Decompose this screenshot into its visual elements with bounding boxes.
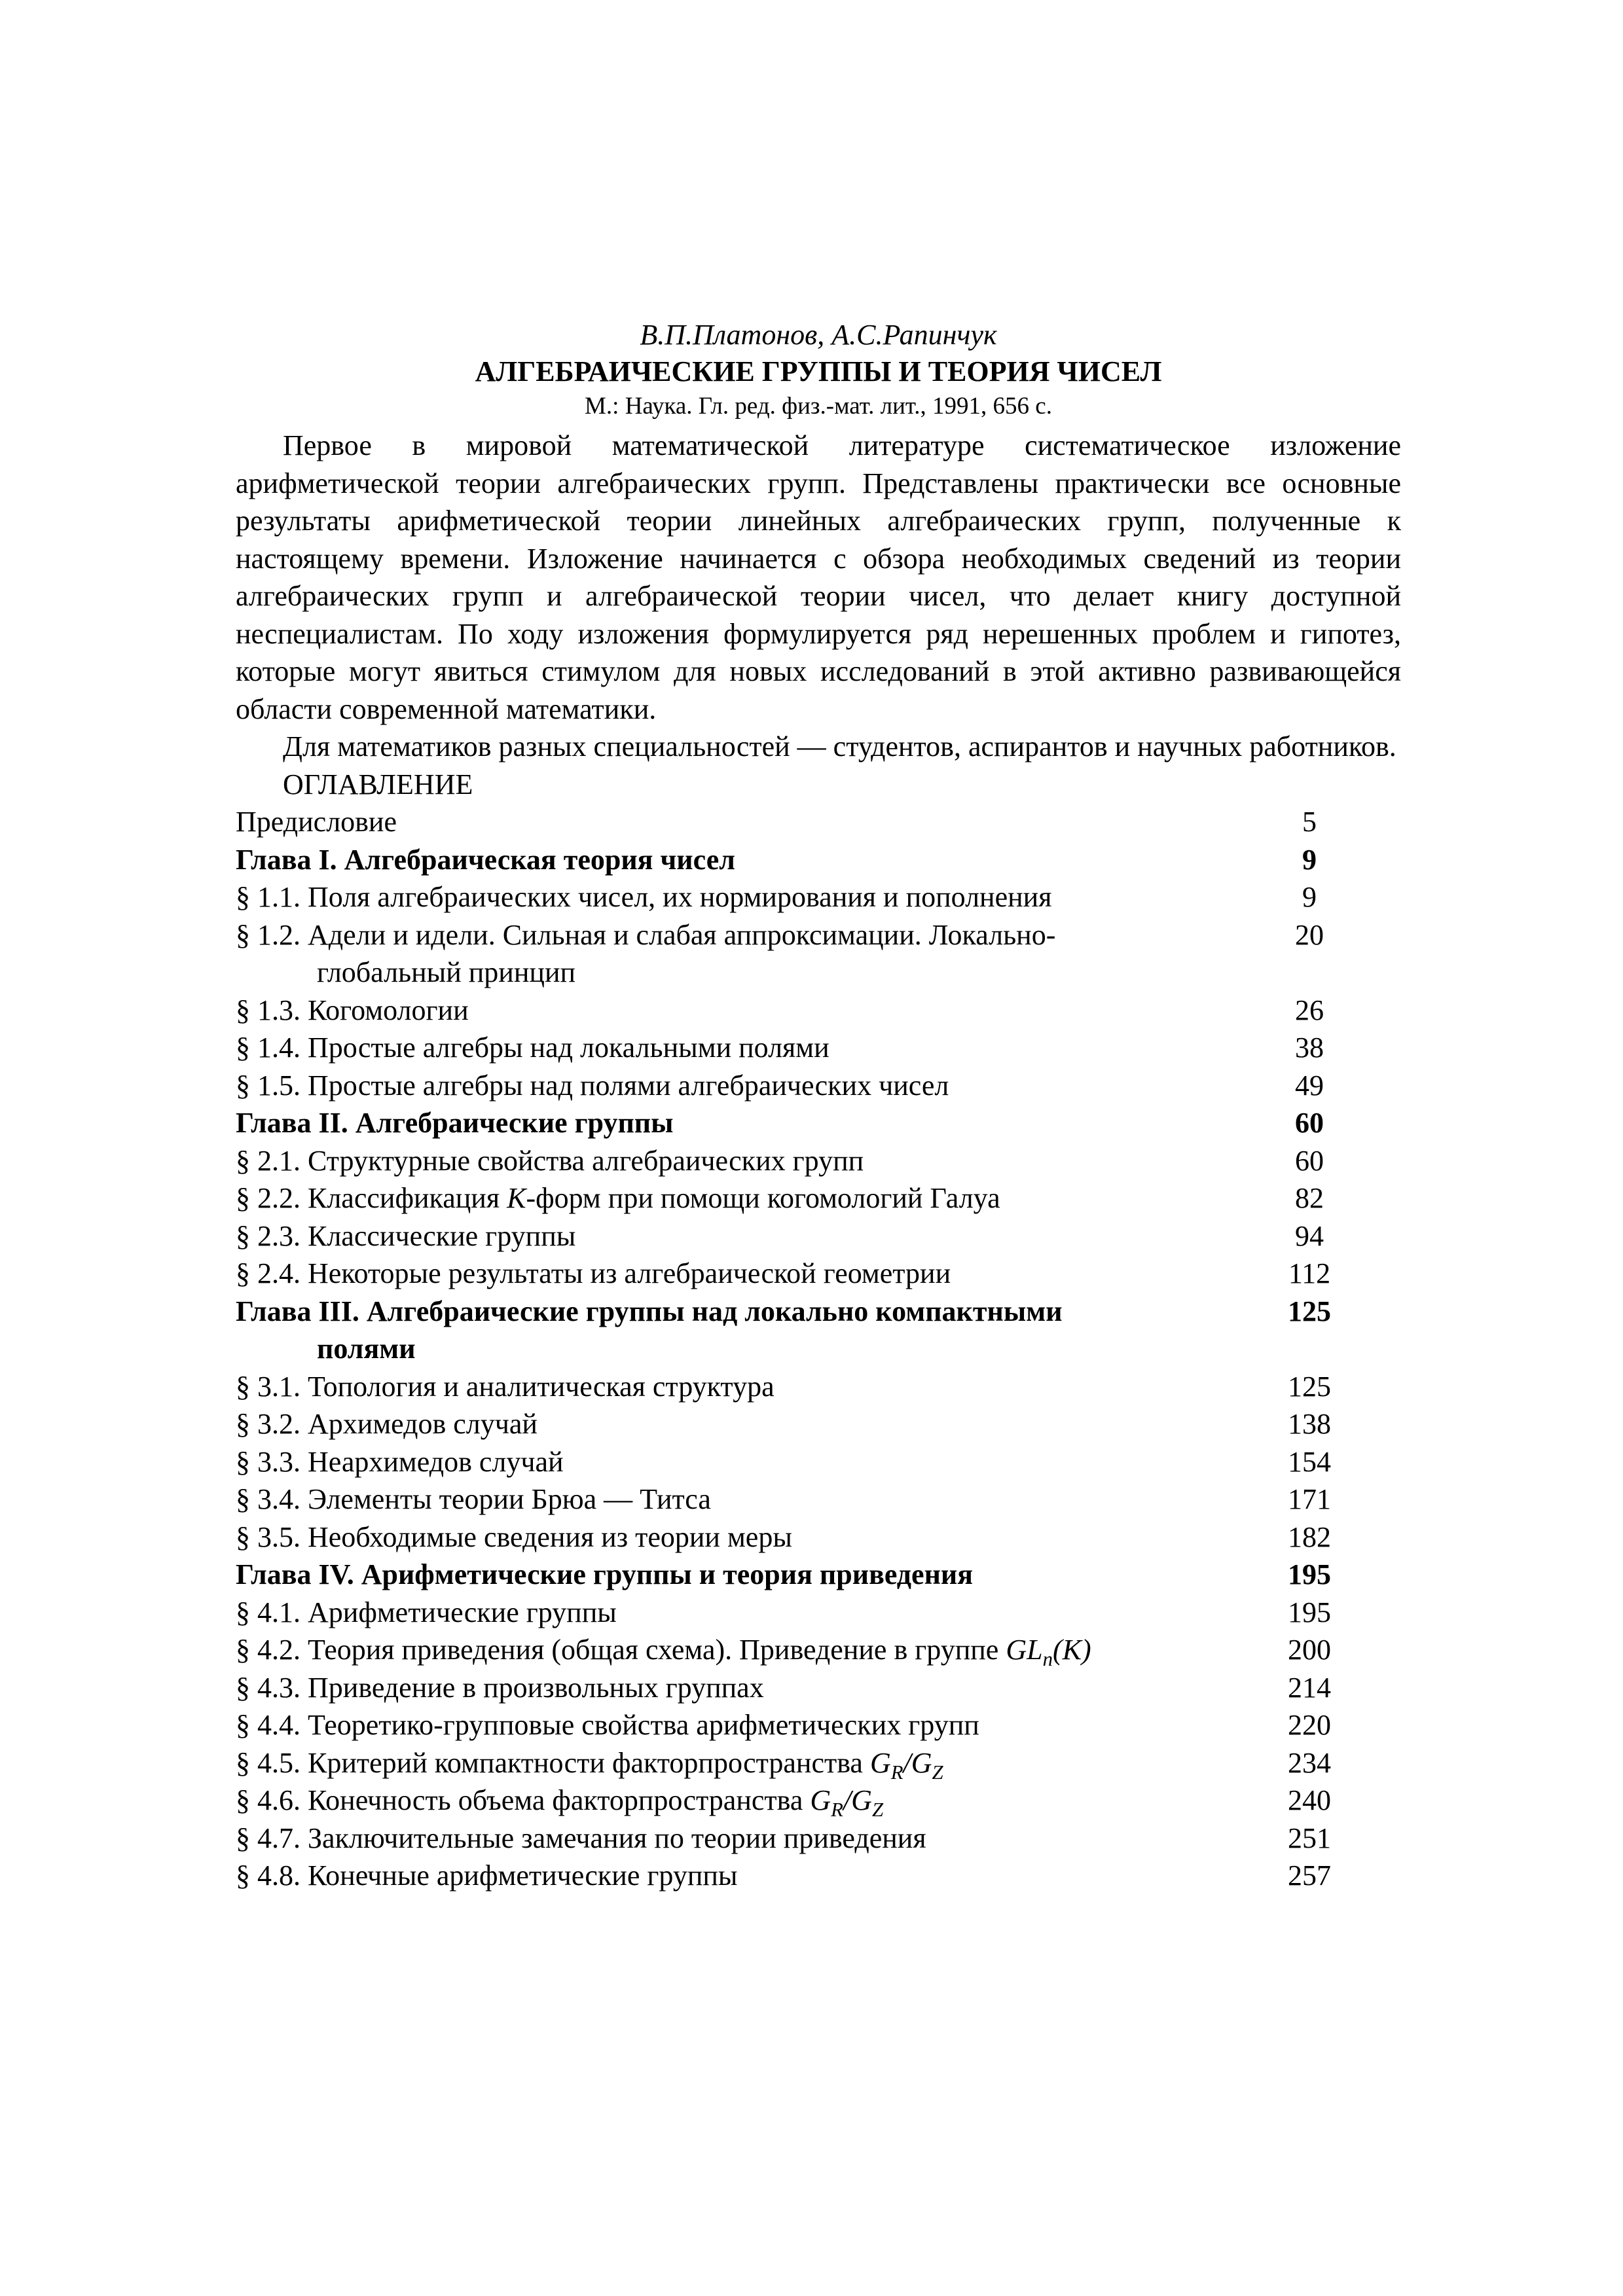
toc-title: § 3.5. Необходимые сведения из теории меры: [236, 1520, 792, 1553]
toc-page: 195: [1288, 1558, 1331, 1590]
toc-page: 9: [1302, 881, 1317, 913]
toc-page: 200: [1288, 1634, 1331, 1666]
toc-title: Глава II. Алгебраические группы: [236, 1107, 674, 1139]
toc-row: [236, 1405, 1401, 1443]
toc-title: § 3.3. Неархимедов случай: [236, 1445, 564, 1478]
toc-page: 60: [1295, 1144, 1324, 1177]
math-symbol: K: [507, 1182, 526, 1214]
toc-title: Глава IV. Арифметические группы и теория приведения: [236, 1558, 974, 1590]
toc-chapter-row: [236, 1104, 1401, 1142]
toc-row: [236, 1594, 1401, 1632]
toc-row: [236, 1820, 1401, 1857]
toc-row: [236, 1142, 1401, 1180]
toc-chapter-row: [236, 1293, 1401, 1368]
toc-title-block: [236, 1782, 1283, 1820]
math-subscript: R: [890, 1761, 903, 1784]
toc-title: § 4.8. Конечные арифметические группы: [236, 1859, 738, 1892]
toc-title: § 1.3. Когомологии: [236, 994, 469, 1026]
toc-row: [236, 1782, 1401, 1820]
toc-row: [236, 1368, 1401, 1406]
table-of-contents: [236, 803, 1401, 1895]
toc-page: 154: [1288, 1445, 1331, 1478]
math-subscript: Z: [871, 1798, 884, 1821]
toc-page: 38: [1295, 1031, 1324, 1064]
imprint: М.: Наука. Гл. ред. физ.-мат. лит., 1991, 656 с.: [585, 393, 1052, 420]
toc-page: 257: [1288, 1859, 1331, 1892]
math-subscript: R: [831, 1798, 843, 1821]
toc-title-part: § 4.6. Конечность объема факторпространства: [236, 1784, 811, 1816]
toc-title: § 4.7. Заключительные замечания по теории приведения: [236, 1821, 926, 1854]
toc-page: 125: [1288, 1370, 1331, 1403]
math-subscript: Z: [932, 1761, 943, 1784]
toc-page: 60: [1295, 1107, 1324, 1139]
toc-title: § 2.4. Некоторые результаты из алгебраической геометрии: [236, 1257, 951, 1289]
math-symbol: /G: [903, 1746, 932, 1779]
toc-row: [236, 803, 1401, 841]
toc-row: [236, 1518, 1401, 1556]
toc-page: 94: [1295, 1219, 1324, 1252]
toc-page: 234: [1288, 1746, 1331, 1779]
math-symbol: G: [869, 1746, 891, 1779]
toc-title: § 4.4. Теоретико-групповые свойства арифметических групп: [236, 1709, 979, 1741]
abstract-paragraph-1: Первое в мировой математической литературе систематическое изложение арифметической теории алгебраических групп. Представлены практически все основные результаты арифметической теории линейных алгебраических групп, полученные к настоящему времени. Изложение начинается с обзора необходимых сведений из теории алгебраических групп и алгебраической теории чисел, что делает книгу доступной неспециалистам. По ходу изложения формулируется ряд нерешенных проблем и гипотез, которые могут явиться стимулом для новых исследований в этой активно развивающейся области современной математики.: [236, 429, 1401, 725]
toc-page: 82: [1295, 1182, 1324, 1214]
toc-title-continuation: полями: [317, 1333, 416, 1365]
toc-chapter-row: [236, 841, 1401, 879]
toc-page: 240: [1288, 1784, 1331, 1816]
toc-title-block: [236, 1744, 1283, 1782]
toc-row: [236, 992, 1401, 1030]
math-subscript: n: [1042, 1647, 1053, 1670]
toc-title-part: -форм при помощи когомологий Галуа: [526, 1182, 1000, 1214]
math-expression: [869, 1746, 943, 1784]
math-symbol: GL: [1006, 1634, 1043, 1666]
toc-title-part: § 4.5. Критерий компактности факторпространства: [236, 1746, 870, 1779]
toc-title: § 4.3. Приведение в произвольных группах: [236, 1671, 764, 1704]
toc-page: 49: [1295, 1069, 1324, 1102]
toc-chapter-row: [236, 1556, 1401, 1594]
toc-title: § 2.3. Классические группы: [236, 1219, 576, 1252]
toc-row: [236, 1744, 1401, 1782]
toc-row: [236, 1857, 1401, 1895]
document-page: [236, 317, 1401, 1895]
math-symbol: G: [810, 1784, 831, 1816]
toc-row: [236, 1669, 1401, 1707]
toc-row: [236, 1217, 1401, 1255]
abstract-paragraph-2: Для математиков разных специальностей — студентов, аспирантов и научных работников.: [283, 730, 1396, 762]
toc-page: 251: [1288, 1821, 1331, 1854]
toc-page: 182: [1288, 1520, 1331, 1553]
toc-page: 112: [1288, 1257, 1331, 1289]
toc-row: [236, 1631, 1401, 1669]
toc-row: [236, 1029, 1401, 1067]
toc-row: [236, 1480, 1401, 1518]
toc-page: 20: [1295, 918, 1324, 951]
toc-title-block: [236, 1293, 1283, 1368]
toc-page: 125: [1288, 1295, 1331, 1327]
toc-page: 220: [1288, 1709, 1331, 1741]
math-symbol: (K): [1052, 1634, 1091, 1666]
toc-title: § 3.4. Элементы теории Брюа — Титса: [236, 1483, 711, 1515]
toc-title-block: [236, 1631, 1283, 1669]
toc-title-block: [236, 916, 1283, 992]
toc-title-continuation: глобальный принцип: [317, 956, 576, 988]
math-expression: [810, 1784, 884, 1821]
toc-page: 214: [1288, 1671, 1331, 1704]
math-symbol: /G: [843, 1784, 872, 1816]
toc-row: [236, 1255, 1401, 1293]
toc-title: Глава I. Алгебраическая теория чисел: [236, 843, 735, 876]
toc-title: § 1.2. Адели и идели. Сильная и слабая аппроксимации. Локально-: [236, 918, 1056, 951]
toc-row: [236, 1443, 1401, 1481]
toc-title-part: § 4.2. Теория приведения (общая схема). Приведение в группе: [236, 1634, 1006, 1666]
authors: В.П.Платонов, А.С.Рапинчук: [640, 319, 997, 351]
toc-page: 171: [1288, 1483, 1331, 1515]
toc-title: § 3.2. Архимедов случай: [236, 1408, 538, 1440]
toc-title: § 4.1. Арифметические группы: [236, 1596, 617, 1628]
toc-row: [236, 878, 1401, 916]
toc-page: 5: [1302, 806, 1317, 838]
toc-page: 138: [1288, 1408, 1331, 1440]
toc-title: Предисловие: [236, 806, 397, 838]
toc-heading: ОГЛАВЛЕНИЕ: [283, 768, 473, 800]
toc-title: § 1.4. Простые алгебры над локальными полями: [236, 1031, 830, 1064]
toc-title: § 1.5. Простые алгебры над полями алгебраических чисел: [236, 1069, 949, 1102]
toc-row: [236, 916, 1401, 992]
toc-title: § 1.1. Поля алгебраических чисел, их нормирования и пополнения: [236, 881, 1052, 913]
toc-title-part: § 2.2. Классификация: [236, 1182, 507, 1214]
math-expression: [1006, 1634, 1091, 1670]
toc-title: Глава III. Алгебраические группы над локально компактными: [236, 1295, 1063, 1327]
toc-title: § 2.1. Структурные свойства алгебраических групп: [236, 1144, 864, 1177]
toc-row: [236, 1179, 1401, 1217]
toc-page: 195: [1288, 1596, 1331, 1628]
toc-page: 9: [1302, 843, 1317, 876]
toc-title-block: [236, 1179, 1283, 1217]
toc-row: [236, 1067, 1401, 1105]
toc-title: § 3.1. Топология и аналитическая структура: [236, 1370, 775, 1403]
book-title: АЛГЕБРАИЧЕСКИЕ ГРУППЫ И ТЕОРИЯ ЧИСЕЛ: [475, 355, 1162, 387]
toc-row: [236, 1706, 1401, 1744]
toc-page: 26: [1295, 994, 1324, 1026]
